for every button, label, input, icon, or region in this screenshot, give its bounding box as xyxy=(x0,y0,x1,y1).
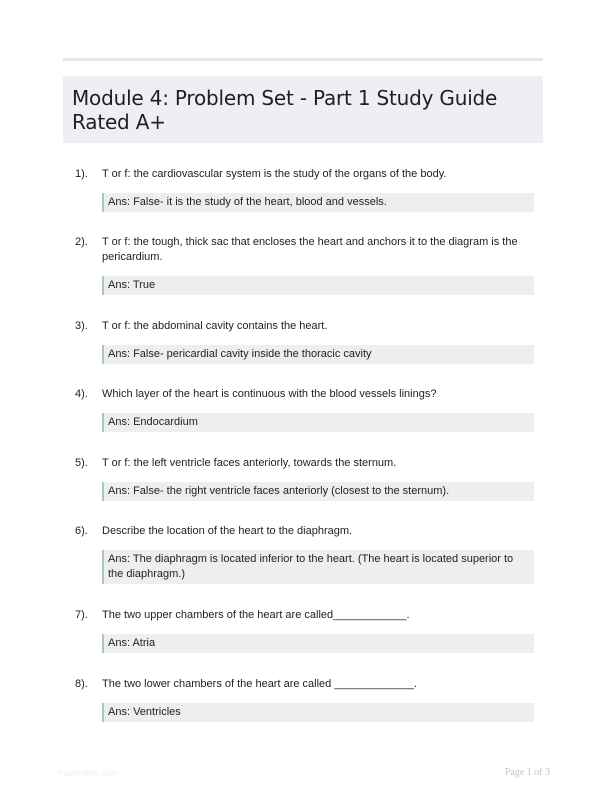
question-number: 8). xyxy=(75,678,88,690)
answer-box: Ans: False- pericardial cavity inside the thoracic cavity xyxy=(102,345,534,364)
answer-box: Ans: False- the right ventricle faces anteriorly (closest to the sternum). xyxy=(102,482,534,501)
question-number: 1). xyxy=(75,168,88,180)
page-number: Page 1 of 3 xyxy=(504,767,550,778)
question-text: The two lower chambers of the heart are called _____________. xyxy=(102,678,417,690)
question-number: 6). xyxy=(75,525,88,537)
question-number: 3). xyxy=(75,320,88,332)
question-text: Which layer of the heart is continuous with the blood vessels linings? xyxy=(102,388,437,400)
question-text: Describe the location of the heart to the diaphragm. xyxy=(102,525,353,537)
answer-box: Ans: Endocardium xyxy=(102,413,534,432)
title-banner xyxy=(63,76,543,143)
question-text: The two upper chambers of the heart are called____________. xyxy=(102,609,410,621)
question-number: 5). xyxy=(75,457,88,469)
answer-box: Ans: Ventricles xyxy=(102,703,534,722)
answer-box: Ans: Atria xyxy=(102,634,534,653)
question-number: 4). xyxy=(75,388,88,400)
top-divider xyxy=(63,58,543,61)
question-text: T or f: the abdominal cavity contains the heart. xyxy=(102,320,328,332)
answer-box: Ans: The diaphragm is located inferior to the heart. (The heart is located superior to the diaphragm.) xyxy=(102,550,534,584)
question-number: 7). xyxy=(75,609,88,621)
question-text: T or f: the cardiovascular system is the study of the organs of the body. xyxy=(102,168,447,180)
footer-watermark: Paperlibre.com xyxy=(58,768,119,778)
question-text: T or f: the tough, thick sac that encloses the heart and anchors it to the diagram is the pericardium. xyxy=(102,236,518,263)
answer-box: Ans: False- it is the study of the heart, blood and vessels. xyxy=(102,193,534,212)
page-title: Module 4: Problem Set - Part 1 Study Guide Rated A+ xyxy=(72,86,498,134)
question-text: T or f: the left ventricle faces anteriorly, towards the sternum. xyxy=(102,457,397,469)
answer-box: Ans: True xyxy=(102,276,534,295)
question-number: 2). xyxy=(75,236,88,248)
